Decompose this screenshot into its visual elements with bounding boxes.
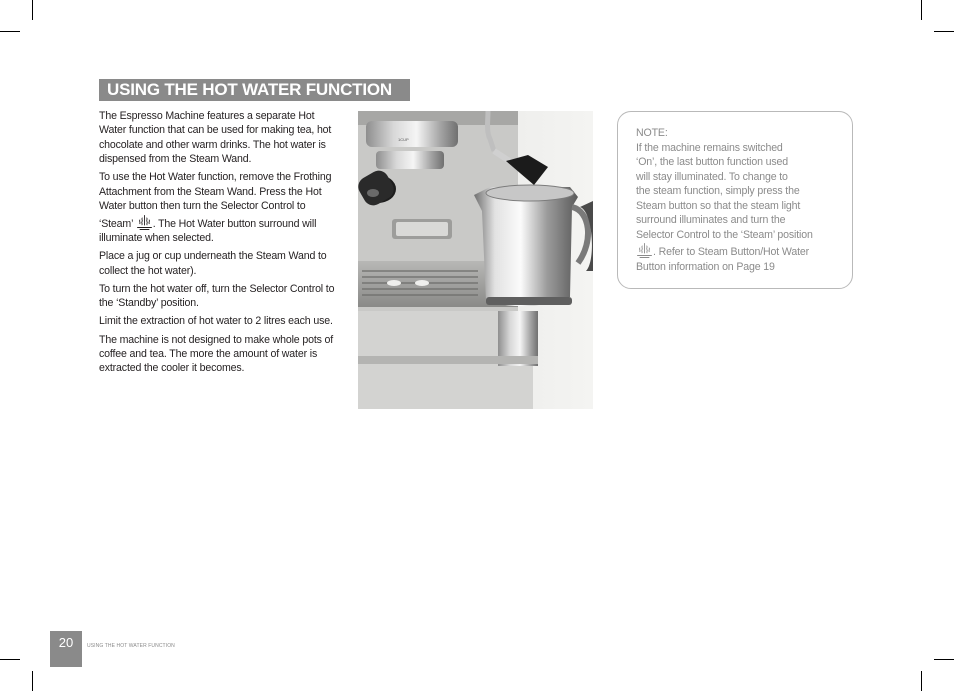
crop-mark xyxy=(32,0,33,20)
crop-mark xyxy=(934,659,954,660)
hot-water-photo xyxy=(358,111,593,409)
note-line: If the machine remains switched xyxy=(636,141,783,154)
crop-mark xyxy=(921,671,922,691)
note-line: ‘On’, the last button function used xyxy=(636,156,788,168)
paragraph: The machine is not designed to make whole pots of coffee and tea. The more the amount of water is extracted the cooler it becomes. xyxy=(99,333,334,375)
crop-mark xyxy=(921,0,922,20)
running-footer: USING THE HOT WATER FUNCTION xyxy=(87,643,175,649)
steam-symbol-icon xyxy=(636,242,653,259)
paragraph xyxy=(99,170,341,245)
section-heading: USING THE HOT WATER FUNCTION xyxy=(99,79,410,101)
body-text xyxy=(99,109,341,380)
crop-mark xyxy=(934,31,954,32)
crop-mark xyxy=(0,31,20,32)
crop-mark xyxy=(32,671,33,691)
paragraph: Place a jug or cup underneath the Steam Wand to collect the hot water). xyxy=(99,250,327,277)
note-line: Selector Control to the ‘Steam’ position xyxy=(636,228,813,241)
note-line xyxy=(636,242,836,260)
note-line: Button information on Page 19 xyxy=(636,260,775,273)
note-label: NOTE: xyxy=(636,127,668,139)
paragraph: The Espresso Machine features a separate Hot Water function that can be used for making tea, hot chocolate and other warm drinks. The hot water is dispensed from the Steam Wand. xyxy=(99,110,332,166)
paragraph: Limit the extraction of hot water to 2 litres each use. xyxy=(99,315,333,328)
paragraph-text: To use the Hot Water function, remove the Frothing Attachment from the Steam Wand. Press the Hot Water button then turn the Selector Control to ‘Steam’ xyxy=(99,171,332,230)
page-number: 20 xyxy=(50,631,82,667)
paragraph-text: . The Hot Water button surround will illuminate when selected. xyxy=(99,217,317,245)
steam-symbol-icon xyxy=(136,214,153,231)
note-line: Steam button so that the steam light xyxy=(636,199,801,212)
note-line: the steam function, simply press the xyxy=(636,185,800,197)
note-line: will stay illuminated. To change to xyxy=(636,170,788,183)
note-text xyxy=(636,126,836,274)
note-line: surround illuminates and turn the xyxy=(636,214,786,226)
crop-mark xyxy=(0,659,20,660)
paragraph: To turn the hot water off, turn the Selector Control to the ‘Standby’ position. xyxy=(99,282,335,310)
svg-text:1CUP: 1CUP xyxy=(398,137,409,142)
note-text-after-icon: . Refer to Steam Button/Hot Water xyxy=(653,246,809,258)
